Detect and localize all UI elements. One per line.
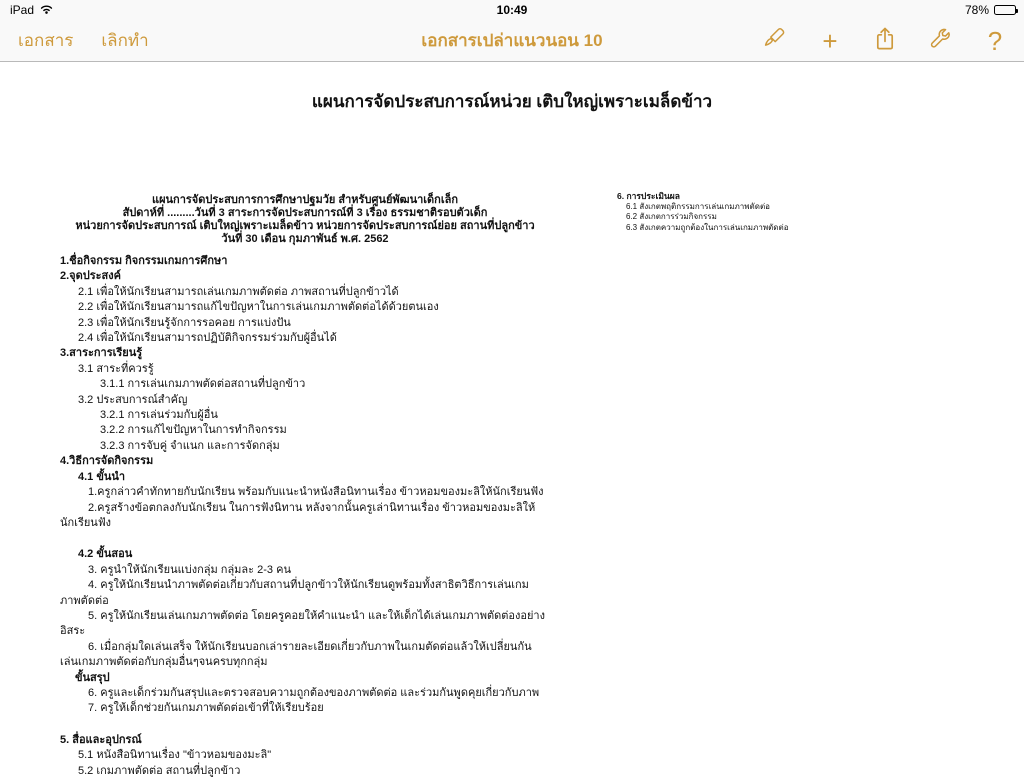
documents-button[interactable]: เอกสาร [18, 27, 73, 54]
document-heading: แผนการจัดประสบการณ์หน่วย เติบใหญ่เพราะเมล็ดข้าว [311, 92, 713, 111]
document-line: 3.1 สาระที่ควรรู้ [78, 362, 154, 375]
document-body [60, 254, 565, 779]
document-line: 5. ครูให้นักเรียนเล่นเกมภาพตัดต่อ โดยครูคอยให้คำแนะนำ และให้เด็กได้เล่นเกมภาพตัดต่องอย่าง [88, 609, 545, 622]
toolbar-right [760, 26, 1010, 56]
battery-icon [994, 5, 1016, 15]
document-line: 1.ชื่อกิจกรรม กิจกรรมเกมการศึกษา [60, 255, 228, 267]
document-line: 7. ครูให้เด็กช่วยกันเกมภาพตัดต่อเข้าที่ให้เรียบร้อย [88, 702, 324, 715]
tools-icon [928, 27, 952, 54]
format-brush-icon [763, 27, 787, 54]
document-line: 3.2.2 การแก้ไขปัญหาในการทำกิจกรรม [100, 424, 287, 437]
document-line: อิสระ [60, 625, 86, 638]
document-line: ขั้นสรุป [75, 671, 110, 684]
evaluation-item: 6.1 สังเกตพฤติกรรมการเล่นเกมภาพตัดต่อ [626, 201, 770, 211]
evaluation-item: 6.2 สังเกตการร่วมกิจกรรม [626, 212, 717, 221]
document-line: 3.1.1 การเล่นเกมภาพตัดต่อสถานที่ปลูกข้าว [100, 378, 306, 391]
add-icon: + [822, 25, 838, 56]
document-line: 2.1 เพื่อให้นักเรียนสามารถเล่นเกมภาพตัดต่อ ภาพสถานที่ปลูกข้าวได้ [78, 285, 399, 298]
document-line [60, 717, 565, 733]
document-line: 4. ครูให้นักเรียนนำภาพตัดต่อเกี่ยวกับสถานที่ปลูกข้าวให้นักเรียนดูพร้อมทั้งสาธิตวิธีการเล่นเกม [88, 579, 529, 592]
document-line: 2.4 เพื่อให้นักเรียนสามารถปฏิบัติกิจกรรมร่วมกับผู้อื่นได้ [78, 332, 337, 345]
undo-button[interactable]: เลิกทำ [101, 27, 148, 54]
header-line: วันที่ 30 เดือน กุมภาพันธ์ พ.ศ. 2562 [221, 233, 389, 245]
help-icon: ? [987, 25, 1003, 56]
tools-button[interactable] [925, 26, 955, 56]
status-right [965, 3, 1016, 17]
evaluation-section [617, 191, 817, 233]
document-line: 2.ครูสร้างข้อตกลงกับนักเรียน ในการฟังนิทาน หลังจากนั้นครูเล่านิทานเรื่อง ข้าวหอมของมะลิให้ [88, 501, 536, 514]
battery-percent: 78% [964, 3, 989, 17]
status-bar [0, 0, 1024, 20]
evaluation-item: 6.3 สังเกตความถูกต้องในการเล่นเกมภาพตัดต่อ [626, 222, 789, 232]
document-line [60, 531, 565, 547]
add-button[interactable] [815, 26, 845, 56]
header-line: สัปดาห์ที่ .........วันที่ 3 สาระการจัดประสบการณ์ที่ 3 เรื่อง ธรรมชาติรอบตัวเด็ก [122, 207, 488, 219]
document-canvas[interactable] [0, 62, 1024, 777]
device-label: iPad [10, 3, 35, 17]
document-line: 5.2 เกมภาพตัดต่อ สถานที่ปลูกข้าว [78, 764, 241, 777]
document-line: 5. สื่อและอุปกรณ์ [60, 733, 142, 746]
header-line: หน่วยการจัดประสบการณ์ เติบใหญ่เพราะเมล็ดข้าว หน่วยการจัดประสบการณ์ย่อย สถานที่ปลูกข้าว [75, 220, 535, 232]
document-line: 2.3 เพื่อให้นักเรียนรู้จักการรอคอย การแบ่งปัน [78, 316, 291, 329]
document-line: 3. ครูนำให้นักเรียนแบ่งกลุ่ม กลุ่มละ 2-3 คน [88, 563, 291, 576]
clock: 10:49 [496, 3, 528, 17]
evaluation-title: 6. การประเมินผล [617, 191, 680, 201]
document-line: นักเรียนฟัง [60, 516, 111, 529]
document-line: 2.จุดประสงค์ [60, 270, 122, 283]
document-line: 5.1 หนังสือนิทานเรื่อง "ข้าวหอมของมะลิ" [78, 749, 272, 762]
evaluation-items [617, 202, 817, 234]
document-line: 4.วิธีการจัดกิจกรรม [60, 455, 154, 468]
share-icon [874, 27, 896, 54]
document-line: 3.2 ประสบการณ์สำคัญ [78, 393, 188, 406]
document-line: 1.ครูกล่าวคำทักทายกับนักเรียน พร้อมกับแนะนำหนังสือนิทานเรื่อง ข้าวหอมของมะลิให้นักเรียนฟัง [88, 486, 544, 499]
share-button[interactable] [870, 26, 900, 56]
document-line: ภาพตัดต่อ [60, 594, 109, 607]
document-title-label: เอกสารเปล่าแนวนอน 10 [421, 31, 603, 50]
document-line: เล่นเกมภาพตัดต่อกับกลุ่มอื่นๆจนครบทุกกลุ่ม [60, 656, 268, 669]
document-line: 2.2 เพื่อให้นักเรียนสามารถแก้ไขปัญหาในการเล่นเกมภาพตัดต่อได้ด้วยตนเอง [78, 301, 439, 314]
format-brush-button[interactable] [760, 26, 790, 56]
toolbar [0, 20, 1024, 62]
document-line: 4.1 ขั้นนำ [78, 470, 126, 483]
document-line: 6. เมื่อกลุ่มใดเล่นเสร็จ ให้นักเรียนบอกเล่ารายละเอียดเกี่ยวกับภาพในเกมตัดต่อแล้วให้เปลี่ยนกัน [88, 640, 532, 653]
document-line: 4.2 ขั้นสอน [78, 548, 133, 561]
document-header-block [60, 194, 550, 246]
document-line: 3.สาระการเรียนรู้ [60, 347, 143, 360]
document-line: 3.2.1 การเล่นร่วมกับผู้อื่น [100, 409, 218, 422]
document-line: 6. ครูและเด็กร่วมกันสรุปและตรวจสอบความถูกต้องของภาพตัดต่อ และร่วมกันพูดคุยเกี่ยวกับภาพ [88, 686, 540, 699]
document-line: 3.2.3 การจับคู่ จำแนก และการจัดกลุ่ม [100, 439, 280, 452]
header-line: แผนการจัดประสบการการศึกษาปฐมวัย สำหรับศูนย์พัฒนาเด็กเล็ก [151, 194, 458, 206]
help-button[interactable] [980, 26, 1010, 56]
